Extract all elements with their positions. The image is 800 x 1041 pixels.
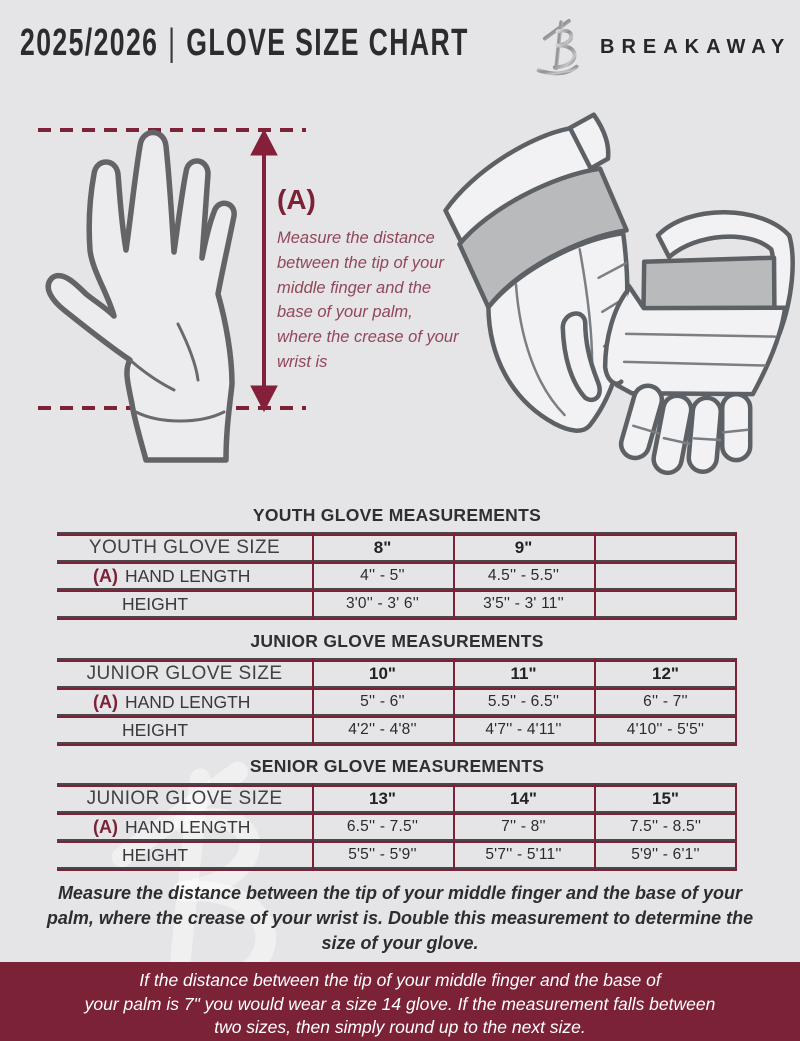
size-cell: 10"	[369, 664, 396, 683]
brand-logo	[533, 16, 791, 78]
table-vertical-line	[453, 658, 455, 746]
table-row	[57, 690, 737, 714]
row-label: HEIGHT	[122, 844, 189, 865]
value-cell: 4.5'' - 5.5''	[487, 567, 560, 584]
table-row	[57, 718, 737, 742]
hand-length-label: HAND LENGTH	[125, 691, 251, 712]
hand-illustration	[28, 112, 278, 472]
row-label: JUNIOR GLOVE SIZE	[86, 663, 283, 684]
table-rule	[57, 867, 737, 871]
table-vertical-line	[312, 783, 314, 871]
row-label: HEIGHT	[122, 719, 189, 740]
size-cell: 15"	[652, 789, 679, 808]
table-row	[57, 787, 737, 811]
measurement-a-label: (A)	[277, 184, 316, 215]
value-cell: 3'5'' - 3' 11''	[483, 595, 564, 612]
value-cell: 7'' - 8''	[501, 818, 546, 835]
size-cell: 12"	[652, 664, 679, 683]
a-marker: (A)	[93, 565, 118, 586]
value-cell: 6'' - 7''	[643, 693, 688, 710]
value-cell: 4'' - 5''	[360, 567, 405, 584]
table-vertical-line	[735, 658, 737, 746]
season-label: 2025/2026	[20, 22, 159, 64]
a-marker: (A)	[93, 691, 118, 712]
chart-title: GLOVE SIZE CHART	[186, 22, 469, 64]
value-cell: 7.5'' - 8.5''	[629, 818, 702, 835]
table-vertical-line	[594, 532, 596, 620]
table-row	[57, 592, 737, 616]
youth-table-section	[57, 505, 737, 620]
size-cell: 13"	[369, 789, 396, 808]
sizing-tip-banner: If the distance between the tip of your middle finger and the base of your palm is 7" you would wear a size 14 glove. If the measurement falls between two sizes, then simply round up to the next size.	[0, 962, 800, 1041]
senior-table-title: SENIOR GLOVE MEASUREMENTS	[249, 756, 545, 776]
table-row	[57, 564, 737, 588]
value-cell: 5'5'' - 5'9''	[348, 846, 417, 863]
breakaway-b-monogram-icon	[533, 16, 585, 78]
senior-table	[57, 783, 737, 871]
table-rule	[57, 616, 737, 620]
youth-table	[57, 532, 737, 620]
measurement-description: Measure the distance between the tip of your middle finger and the base of your palm, where the crease of your wrist is	[277, 229, 459, 371]
youth-table-title: YOUTH GLOVE MEASUREMENTS	[252, 505, 542, 525]
table-row	[57, 662, 737, 686]
value-cell: 3'0'' - 3' 6''	[345, 595, 420, 612]
table-vertical-line	[594, 658, 596, 746]
row-label: JUNIOR GLOVE SIZE	[86, 788, 283, 809]
value-cell: 4'7'' - 4'11''	[485, 721, 562, 738]
row-label: HEIGHT	[122, 593, 189, 614]
value-cell: 5'9'' - 6'1''	[631, 846, 700, 863]
size-cell: 9"	[514, 538, 533, 557]
table-rule	[57, 742, 737, 746]
value-cell: 5.5'' - 6.5''	[487, 693, 560, 710]
value-cell: 4'2'' - 4'8''	[348, 721, 417, 738]
page-title	[20, 22, 469, 65]
table-vertical-line	[594, 783, 596, 871]
junior-table-section	[57, 631, 737, 746]
gloves-illustration	[443, 96, 800, 481]
a-marker: (A)	[93, 816, 118, 837]
row-label: YOUTH GLOVE SIZE	[88, 537, 281, 558]
table-vertical-line	[735, 532, 737, 620]
hand-length-label: HAND LENGTH	[125, 816, 251, 837]
junior-table-title: JUNIOR GLOVE MEASUREMENTS	[250, 631, 544, 651]
value-cell: 5'' - 6''	[360, 693, 405, 710]
title-divider: |	[168, 22, 177, 64]
row-label	[57, 817, 312, 838]
brand-wordmark: BREAKAWAY	[600, 35, 792, 58]
value-cell: 5'7'' - 5'11''	[485, 846, 562, 863]
row-label	[57, 566, 312, 587]
table-row	[57, 815, 737, 839]
measuring-instruction-text: Measure the distance between the tip of your middle finger and the base of your palm, where the crease of your wrist is. Double this measurement to determine the size of your glove.	[46, 883, 754, 953]
row-label	[57, 692, 312, 713]
table-vertical-line	[312, 532, 314, 620]
table-vertical-line	[453, 783, 455, 871]
table-row	[57, 843, 737, 867]
size-cell: 14"	[510, 789, 537, 808]
junior-table	[57, 658, 737, 746]
senior-table-section	[57, 756, 737, 871]
table-vertical-line	[312, 658, 314, 746]
table-row	[57, 536, 737, 560]
hand-length-label: HAND LENGTH	[125, 565, 251, 586]
value-cell: 6.5'' - 7.5''	[346, 818, 419, 835]
size-cell: 11"	[510, 664, 537, 683]
table-vertical-line	[735, 783, 737, 871]
table-vertical-line	[453, 532, 455, 620]
value-cell: 4'10'' - 5'5''	[626, 721, 705, 738]
size-cell: 8"	[373, 538, 392, 557]
